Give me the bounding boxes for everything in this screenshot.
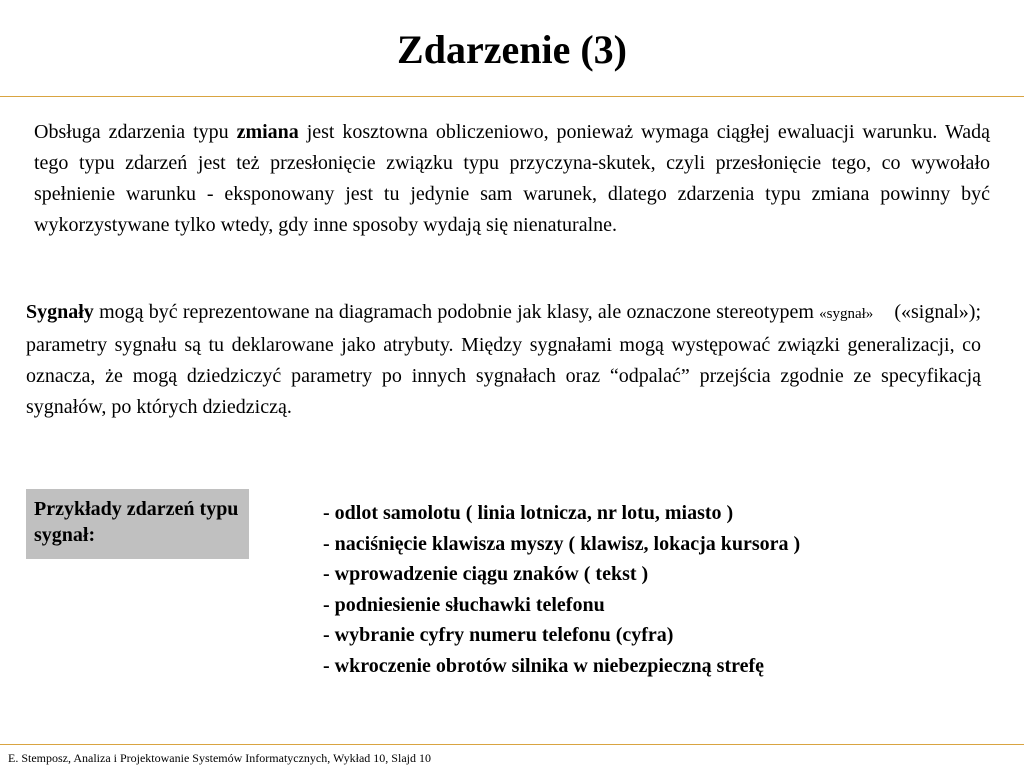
stereotype-signal: «signal» [901, 301, 969, 323]
keyword-sygnaly: Sygnały [26, 301, 94, 323]
paragraph2-text-b: ( [873, 301, 901, 323]
paragraph2-text-a: mogą być reprezentowane na diagramach podobnie jak klasy, ale oznaczone stereotypem [93, 301, 820, 323]
example-item: - naciśnięcie klawisza myszy ( klawisz, lokacja kursora ) [323, 532, 801, 555]
example-item: - odlot samolotu ( linia lotnicza, nr lotu, miasto ) [323, 502, 734, 524]
example-item: - podniesienie słuchawki telefonu [323, 593, 605, 616]
title-divider [0, 96, 1024, 97]
footer-divider [0, 744, 1024, 745]
examples-list [323, 498, 1003, 681]
stereotype-sygnal: «sygnał» [819, 306, 874, 322]
example-item: - wkroczenie obrotów silnika w niebezpieczną strefę [323, 654, 765, 677]
paragraph-change-events [34, 117, 990, 241]
slide-footer: E. Stemposz, Analiza i Projektowanie Systemów Informatycznych, Wykład 10, Slajd 10 [8, 751, 431, 765]
paragraph1-text-start: Obsługa zdarzenia typu [34, 121, 237, 143]
examples-label-box: Przykłady zdarzeń typu sygnał: [26, 489, 249, 559]
paragraph-signals [26, 297, 996, 423]
paragraph2-text-c: ); parametry sygnału są tu deklarowane jako atrybuty. Między sygnałami mogą występować związki generalizacji, co oznacza, że mogą dziedziczyć parametry po innych sygnałach oraz “odpalać” przejścia zgodnie ze specyfikacją sygnałów, po których dziedziczą. [26, 301, 996, 418]
keyword-zmiana: zmiana [236, 121, 299, 143]
paragraph1-text-rest: jest kosztowna obliczeniowo, ponieważ wymaga ciągłej ewaluacji warunku. Wadą tego typu zdarzeń jest też przesłonięcie związku typu przyczyna-skutek, czyli przesłonięcie tego, co wywołało spełnienie warunku - eksponowany jest tu jedynie sam warunek, dlatego zdarzenia typu zmiana powinny być wykorzystywane tylko wtedy, gdy inne sposoby wydają się nienaturalne. [34, 121, 990, 236]
example-item: - wprowadzenie ciągu znaków ( tekst ) [323, 563, 649, 585]
example-item: - wybranie cyfry numeru telefonu (cyfra) [323, 624, 674, 646]
slide-title: Zdarzenie (3) [397, 27, 627, 72]
